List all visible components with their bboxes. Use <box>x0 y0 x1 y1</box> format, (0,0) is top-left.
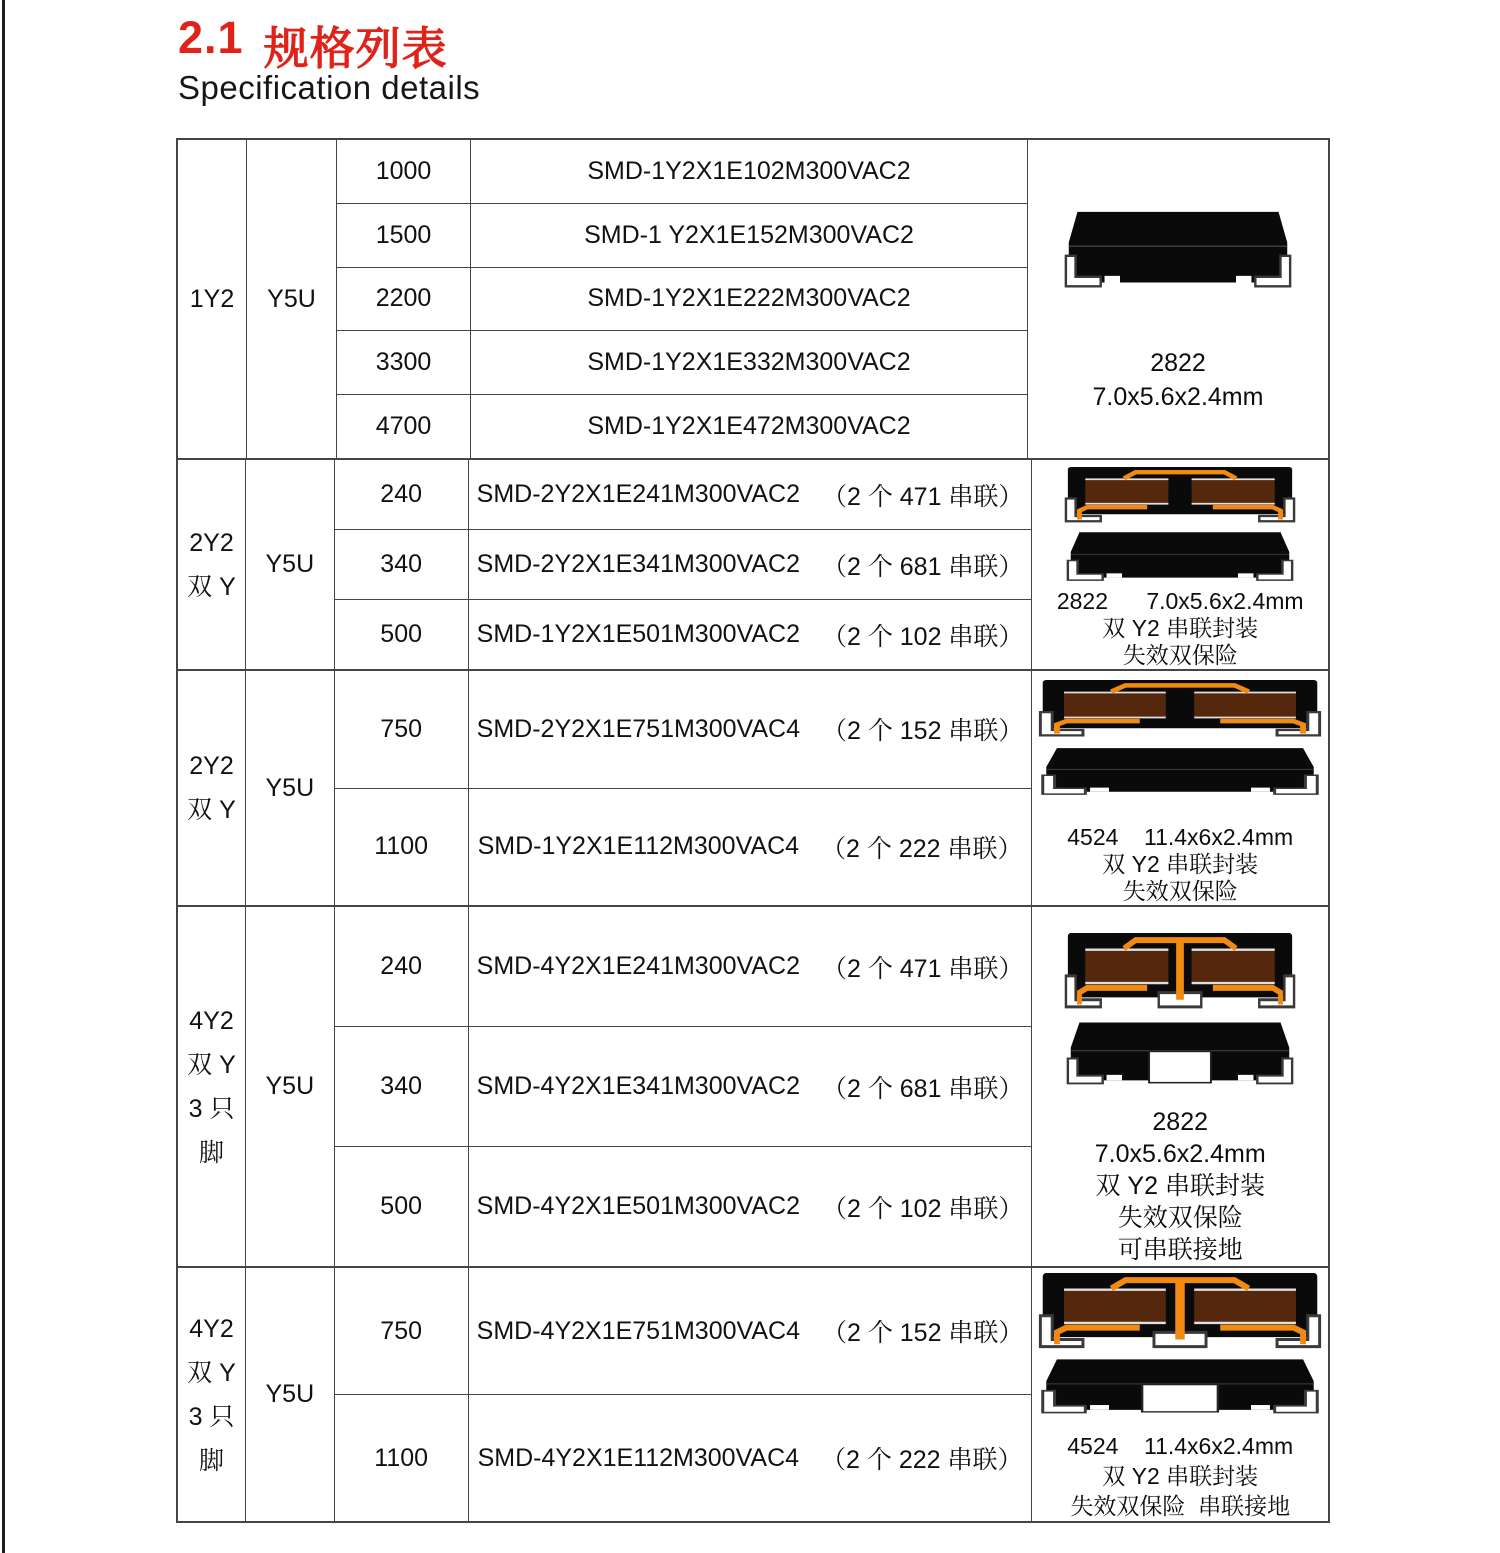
table-row <box>335 1026 1032 1146</box>
part-note: （2 个 152 串联） <box>821 1319 1024 1347</box>
package-caption-line: 失效双保险 <box>1122 642 1238 668</box>
table-row <box>335 671 1032 788</box>
table-row <box>337 330 1027 394</box>
table-row <box>337 203 1027 267</box>
category-cell <box>178 460 246 669</box>
category-line: 2Y2 <box>189 752 234 780</box>
capacitance-cell: 500 <box>335 600 469 669</box>
category-line: 双 Y <box>187 572 236 601</box>
capacitance-cell: 340 <box>335 1027 469 1146</box>
category-cell <box>178 140 247 458</box>
capacitance-cell: 240 <box>335 460 469 529</box>
table-row <box>335 1146 1032 1266</box>
smd-body-image <box>1038 1358 1322 1418</box>
part-number-cell <box>469 530 1032 599</box>
category-line: 脚 <box>198 1138 224 1167</box>
capacitance-cell: 2200 <box>337 268 471 331</box>
part-number: SMD-2Y2X1E751M300VAC4 <box>476 714 800 743</box>
part-note: （2 个 222 串联） <box>821 834 1023 863</box>
part-number: SMD-4Y2X1E341M300VAC2 <box>476 1072 800 1100</box>
smd-body-image <box>1038 747 1322 799</box>
part-number-cell <box>469 789 1032 906</box>
part-number: SMD-1 Y2X1E152M300VAC2 <box>584 220 914 249</box>
capacitance-cell: 1500 <box>337 204 471 267</box>
table-group-1y2 <box>178 140 1328 458</box>
capacitance-cell: 1000 <box>337 140 471 203</box>
package-caption-line: 双 Y2 串联封装 <box>1102 1463 1259 1489</box>
temp-class-cell: Y5U <box>246 671 335 905</box>
capacitor-cross-section-image <box>1064 467 1296 523</box>
table-row <box>335 599 1032 669</box>
temp-class-cell: Y5U <box>247 140 337 458</box>
part-number-cell <box>469 671 1032 788</box>
table-row <box>337 394 1027 458</box>
package-image-cell <box>1031 907 1328 1266</box>
table-row <box>335 1394 1032 1521</box>
package-image-cell <box>1031 671 1328 905</box>
table-group-2y2-4524 <box>178 669 1328 905</box>
capacitance-cell: 340 <box>335 530 469 599</box>
group-rows <box>335 1268 1032 1521</box>
part-number: SMD-2Y2X1E341M300VAC2 <box>476 550 800 578</box>
category-line: 4Y2 <box>189 1006 234 1035</box>
package-image-cell <box>1031 1268 1328 1521</box>
table-row <box>335 460 1032 529</box>
temp-class-cell: Y5U <box>246 907 335 1266</box>
package-caption-line: 2822 <box>1152 1108 1209 1136</box>
part-note: （2 个 152 串联） <box>821 717 1024 746</box>
package-caption-line: 双 Y2 串联封装 <box>1102 615 1259 641</box>
category-line: 1Y2 <box>189 285 235 313</box>
part-number: SMD-4Y2X1E241M300VAC2 <box>476 952 800 980</box>
part-number-cell <box>471 331 1027 394</box>
page-left-border <box>2 0 5 1553</box>
part-number-cell <box>469 1395 1032 1521</box>
package-caption-line: 4524 11.4x6x2.4mm <box>1067 1433 1294 1459</box>
capacitance-cell: 4700 <box>337 395 471 458</box>
category-cell <box>178 1268 246 1521</box>
part-number-cell <box>471 140 1027 203</box>
capacitor-cross-section-image <box>1064 933 1296 1009</box>
package-caption-line: 7.0x5.6x2.4mm <box>1094 1140 1266 1168</box>
table-group-4y2-2822 <box>178 905 1328 1266</box>
part-note: （2 个 471 串联） <box>821 954 1024 983</box>
category-line: 双 Y <box>187 1358 236 1387</box>
part-number-cell <box>471 204 1027 267</box>
capacitance-cell: 1100 <box>335 789 469 906</box>
specification-table <box>176 138 1330 1523</box>
package-image-cell <box>1027 140 1328 458</box>
part-number-cell <box>469 1268 1032 1394</box>
category-line: 双 Y <box>187 796 236 824</box>
part-note: （2 个 681 串联） <box>821 552 1024 581</box>
smd-body-image <box>1062 210 1294 294</box>
part-number-cell <box>469 1147 1032 1266</box>
package-caption-line: 2822 <box>1150 349 1206 377</box>
part-number-cell <box>469 460 1032 529</box>
part-number: SMD-1Y2X1E472M300VAC2 <box>587 412 911 441</box>
package-caption-line: 失效双保险 <box>1117 1204 1243 1232</box>
package-caption-line: 失效双保险 <box>1122 878 1238 904</box>
part-number: SMD-4Y2X1E501M300VAC2 <box>476 1192 800 1220</box>
smd-body-image <box>1064 531 1296 585</box>
group-rows <box>335 907 1032 1266</box>
temp-class-cell: Y5U <box>246 1268 335 1521</box>
package-caption-line: 失效双保险 串联接地 <box>1070 1493 1291 1519</box>
package-caption-line: 4524 11.4x6x2.4mm <box>1067 824 1294 850</box>
part-note: （2 个 681 串联） <box>821 1074 1024 1103</box>
part-note: （2 个 102 串联） <box>821 622 1024 651</box>
capacitance-cell: 750 <box>335 1268 469 1394</box>
smd-body-image <box>1064 1021 1296 1090</box>
category-cell <box>178 671 246 905</box>
table-row <box>335 788 1032 906</box>
category-cell <box>178 907 246 1266</box>
category-line: 3 只 <box>188 1402 235 1431</box>
category-line: 双 Y <box>187 1050 236 1079</box>
capacitor-cross-section-image <box>1038 1273 1322 1349</box>
category-line: 4Y2 <box>189 1314 234 1343</box>
capacitance-cell: 1100 <box>335 1395 469 1521</box>
table-row <box>337 140 1027 203</box>
part-number-cell <box>469 600 1032 669</box>
package-image-cell <box>1031 460 1328 669</box>
capacitor-cross-section-image <box>1038 680 1322 737</box>
category-line: 2Y2 <box>189 528 234 557</box>
table-row <box>335 907 1032 1026</box>
group-rows <box>337 140 1027 458</box>
table-row <box>337 267 1027 331</box>
table-row <box>335 529 1032 599</box>
part-number: SMD-2Y2X1E241M300VAC2 <box>476 480 800 508</box>
table-row <box>335 1268 1032 1394</box>
part-number: SMD-1Y2X1E222M300VAC2 <box>587 284 911 313</box>
table-group-4y2-4524 <box>178 1266 1328 1521</box>
capacitance-cell: 240 <box>335 907 469 1026</box>
category-line: 3 只 <box>188 1094 235 1123</box>
package-caption-line: 2822 7.0x5.6x2.4mm <box>1056 588 1304 614</box>
section-title-zh: 规格列表 <box>263 23 448 74</box>
package-caption-line: 双 Y2 串联封装 <box>1102 851 1259 877</box>
capacitance-cell: 3300 <box>337 331 471 394</box>
part-number: SMD-1Y2X1E102M300VAC2 <box>587 156 911 185</box>
capacitance-cell: 750 <box>335 671 469 788</box>
part-note: （2 个 471 串联） <box>821 482 1024 511</box>
category-line: 脚 <box>198 1446 224 1475</box>
part-note: （2 个 102 串联） <box>821 1194 1024 1223</box>
part-number: SMD-4Y2X1E751M300VAC4 <box>476 1316 800 1345</box>
part-number-cell <box>471 395 1027 458</box>
part-number: SMD-1Y2X1E112M300VAC4 <box>477 832 800 861</box>
package-caption-line: 可串联接地 <box>1117 1236 1243 1264</box>
capacitance-cell: 500 <box>335 1147 469 1266</box>
part-number-cell <box>471 268 1027 331</box>
part-number: SMD-1Y2X1E501M300VAC2 <box>476 620 800 648</box>
part-note: （2 个 222 串联） <box>821 1446 1023 1474</box>
package-caption-line: 7.0x5.6x2.4mm <box>1092 383 1264 411</box>
part-number: SMD-1Y2X1E332M300VAC2 <box>587 348 911 377</box>
part-number-cell <box>469 907 1032 1026</box>
section-title <box>178 12 448 77</box>
temp-class-cell: Y5U <box>246 460 335 669</box>
package-caption-line: 双 Y2 串联封装 <box>1095 1172 1265 1200</box>
group-rows <box>335 671 1032 905</box>
section-number: 2.1 <box>178 12 244 63</box>
section-subtitle: Specification details <box>178 69 481 106</box>
part-number-cell <box>469 1027 1032 1146</box>
group-rows <box>335 460 1032 669</box>
table-group-2y2-2822 <box>178 458 1328 669</box>
part-number: SMD-4Y2X1E112M300VAC4 <box>477 1443 800 1472</box>
